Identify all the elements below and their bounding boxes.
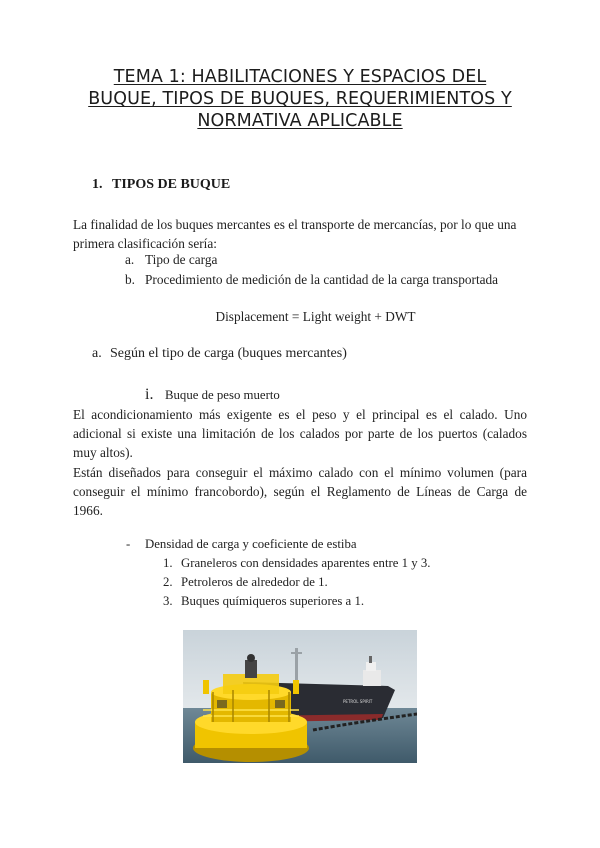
numbered-item-text: Buques químiqueros superiores a 1. xyxy=(181,594,365,608)
numbered-marker: 3. xyxy=(163,594,173,608)
section-heading xyxy=(92,177,230,193)
subsubsection-heading-text: Buque de peso muerto xyxy=(165,388,280,402)
paragraph-weight: El acondicionamiento más exigente es el peso y el principal es el calado. Uno adicional si existe una limitación de los calados por parte de los puertos (calados muy altos). xyxy=(73,407,527,460)
subsubsection-heading xyxy=(145,386,280,404)
title-line-3: NORMATIVA APLICABLE xyxy=(197,111,403,131)
subsection-marker: a. xyxy=(92,346,102,361)
title-line-1: TEMA 1: HABILITACIONES Y ESPACIOS DEL xyxy=(113,67,487,87)
title-line-2: BUQUE, TIPOS DE BUQUES, REQUERIMIENTOS Y xyxy=(88,89,512,109)
numbered-marker: 2. xyxy=(163,575,173,589)
list-item-text: Procedimiento de medición de la cantidad de la carga transportada xyxy=(145,272,499,287)
subsubsection-marker: i. xyxy=(145,386,154,403)
hull-lettering: PETROL SPIRIT xyxy=(343,699,373,704)
intro-paragraph: La finalidad de los buques mercantes es el transporte de mercancías, por lo que una primera clasificación sería: xyxy=(73,217,517,251)
numbered-item-text: Petroleros de alrededor de 1. xyxy=(181,575,328,589)
ship-photo xyxy=(183,630,417,763)
section-number: 1. xyxy=(92,177,103,192)
subsection-heading-text: Según el tipo de carga (buques mercantes) xyxy=(110,346,347,361)
list-marker: b. xyxy=(125,272,135,287)
bullet-item xyxy=(126,537,357,552)
numbered-item xyxy=(163,575,328,590)
numbered-marker: 1. xyxy=(163,556,173,570)
list-item-text: Tipo de carga xyxy=(145,252,218,267)
displacement-formula: Displacement = Light weight + DWT xyxy=(215,309,416,324)
document-title xyxy=(60,66,540,132)
numbered-item-text: Graneleros con densidades aparentes entre 1 y 3. xyxy=(181,556,431,570)
paragraph-design: Están diseñados para conseguir el máximo calado con el mínimo volumen (para conseguir el mínimo francobordo), según el Reglamento de Líneas de Carga de 1966. xyxy=(73,465,527,518)
numbered-item xyxy=(163,594,364,609)
list-item xyxy=(125,252,217,268)
numbered-item xyxy=(163,556,430,571)
list-item xyxy=(125,272,498,288)
subsection-heading xyxy=(92,346,347,362)
bullet-item-text: Densidad de carga y coeficiente de estiba xyxy=(145,537,357,551)
ship-photo-illustration xyxy=(183,630,417,763)
list-marker: a. xyxy=(125,252,135,267)
section-heading-text: TIPOS DE BUQUE xyxy=(112,177,231,192)
bullet-marker: - xyxy=(126,537,131,551)
